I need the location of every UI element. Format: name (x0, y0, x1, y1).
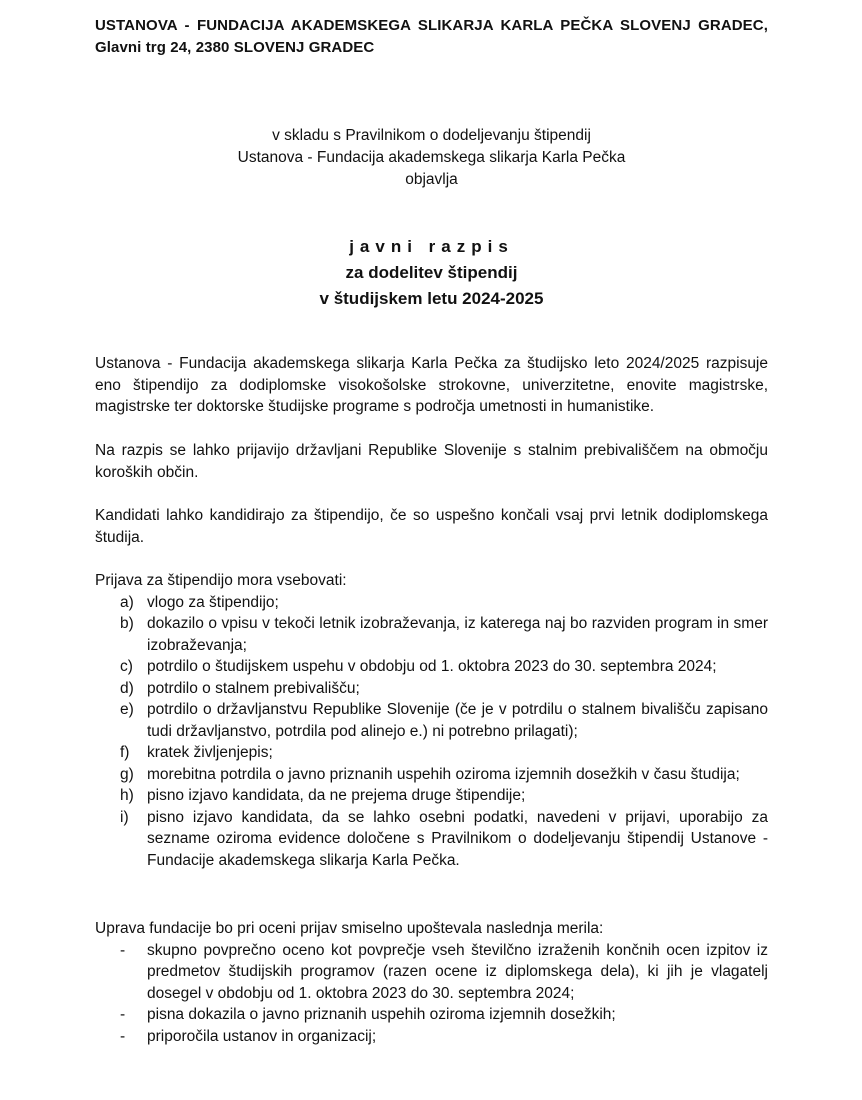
list-marker: i) (120, 808, 129, 826)
list-item (95, 785, 768, 807)
list-item-text: potrdilo o državljanstvu Republike Slovenije (če je v potrdilu o stalnem bivališču zapisano tudi državljanstvo, potrdila pod alinejo e.) ni potrebno prilagati); (147, 701, 768, 740)
list-marker: - (120, 1006, 126, 1023)
list-item-text: priporočila ustanov in organizacij; (147, 1027, 377, 1045)
list-item (95, 764, 768, 786)
title-line-1: javni razpis (349, 237, 514, 256)
list-item-text: dokazilo o vpisu v tekoči letnik izobraževanja, iz katerega naj bo razviden program in smer izobraževanja; (147, 615, 768, 654)
list-item (95, 742, 768, 764)
criteria-intro: Uprava fundacije bo pri oceni prijav smiselno upoštevala naslednja merila: (95, 920, 604, 937)
institution-header (95, 15, 768, 59)
list-marker: c) (120, 658, 133, 675)
institution-name: USTANOVA - FUNDACIJA AKADEMSKEGA SLIKARJA KARLA PEČKA SLOVENJ GRADEC, (95, 17, 768, 34)
list-item-text: skupno povprečno oceno kot povprečje vseh številčno izraženih končnih ocen izpitov iz predmetov študijskih programov (razen ocene iz diplomskega dela), ki jih je vlagatelj dosegel v obdobju od 1. oktobra 2023 do 30. septembra 2024; (147, 941, 768, 1002)
paragraph-text: Ustanova - Fundacija akademskega slikarja Karla Pečka za študijsko leto 2024/2025 razpisuje eno štipendijo za dodiplomske visokošolske strokovne, univerzitetne, enovite magistrske, magistrske ter doktorske študijske programe s področja umetnosti in humanistike. (95, 355, 768, 415)
list-marker: d) (120, 679, 134, 697)
list-item (95, 699, 768, 742)
list-item (95, 613, 768, 656)
list-item-text: vlogo za štipendijo; (147, 593, 279, 611)
criteria-section (95, 918, 768, 1047)
list-item (95, 656, 768, 678)
list-item (95, 807, 768, 872)
intro-line-1: v skladu s Pravilnikom o dodeljevanju štipendij (272, 127, 591, 144)
list-item-text: potrdilo o stalnem prebivališču; (147, 679, 360, 697)
list-item (95, 1004, 768, 1026)
list-marker: - (120, 1027, 126, 1045)
list-item-text: kratek življenjepis; (147, 744, 273, 761)
list-item-text: potrdilo o študijskem uspehu v obdobju od 1. oktobra 2023 do 30. septembra 2024; (147, 658, 717, 675)
paragraph-text: Na razpis se lahko prijavijo državljani Republike Slovenije s stalnim prebivališčem na območju koroških občin. (95, 442, 768, 481)
list-item-text: morebitna potrdila o javno priznanih uspehih oziroma izjemnih dosežkih v času študija; (147, 765, 740, 783)
paragraph-eligibility (95, 440, 768, 483)
list-marker: b) (120, 615, 134, 632)
document-title (95, 234, 768, 312)
title-line-3: v študijskem letu 2024-2025 (319, 289, 544, 308)
requirements-section (95, 570, 768, 871)
intro-line-2: Ustanova - Fundacija akademskega slikarja Karla Pečka (237, 149, 626, 166)
list-item (95, 1026, 768, 1048)
requirements-list (95, 592, 768, 872)
criteria-list (95, 940, 768, 1048)
title-line-2: za dodelitev štipendij (345, 263, 518, 282)
paragraph-candidates (95, 505, 768, 548)
list-item-text: pisno izjavo kandidata, da ne prejema druge štipendije; (147, 787, 526, 804)
intro-line-3: objavlja (405, 171, 458, 188)
intro-block (95, 125, 768, 191)
requirements-intro: Prijava za štipendijo mora vsebovati: (95, 572, 347, 589)
list-item-text: pisno izjavo kandidata, da se lahko osebni podatki, navedeni v prijavi, uporabijo za sezname oziroma evidence določene s Pravilnikom o dodeljevanju štipendij Ustanove - Fundacije akademskega slikarja Karla Pečka. (147, 808, 768, 869)
list-marker: g) (120, 765, 134, 783)
paragraph-scholarship (95, 353, 768, 418)
list-marker: f) (120, 744, 130, 761)
list-marker: - (120, 941, 126, 959)
list-marker: h) (120, 787, 134, 804)
list-item-text: pisna dokazila o javno priznanih uspehih oziroma izjemnih dosežkih; (147, 1006, 616, 1023)
list-item (95, 940, 768, 1005)
list-marker: e) (120, 701, 134, 718)
paragraph-text: Kandidati lahko kandidirajo za štipendijo, če so uspešno končali vsaj prvi letnik dodiplomskega študija. (95, 507, 768, 546)
list-item (95, 592, 768, 614)
list-item (95, 678, 768, 700)
list-marker: a) (120, 593, 134, 611)
institution-address: Glavni trg 24, 2380 SLOVENJ GRADEC (95, 39, 375, 56)
